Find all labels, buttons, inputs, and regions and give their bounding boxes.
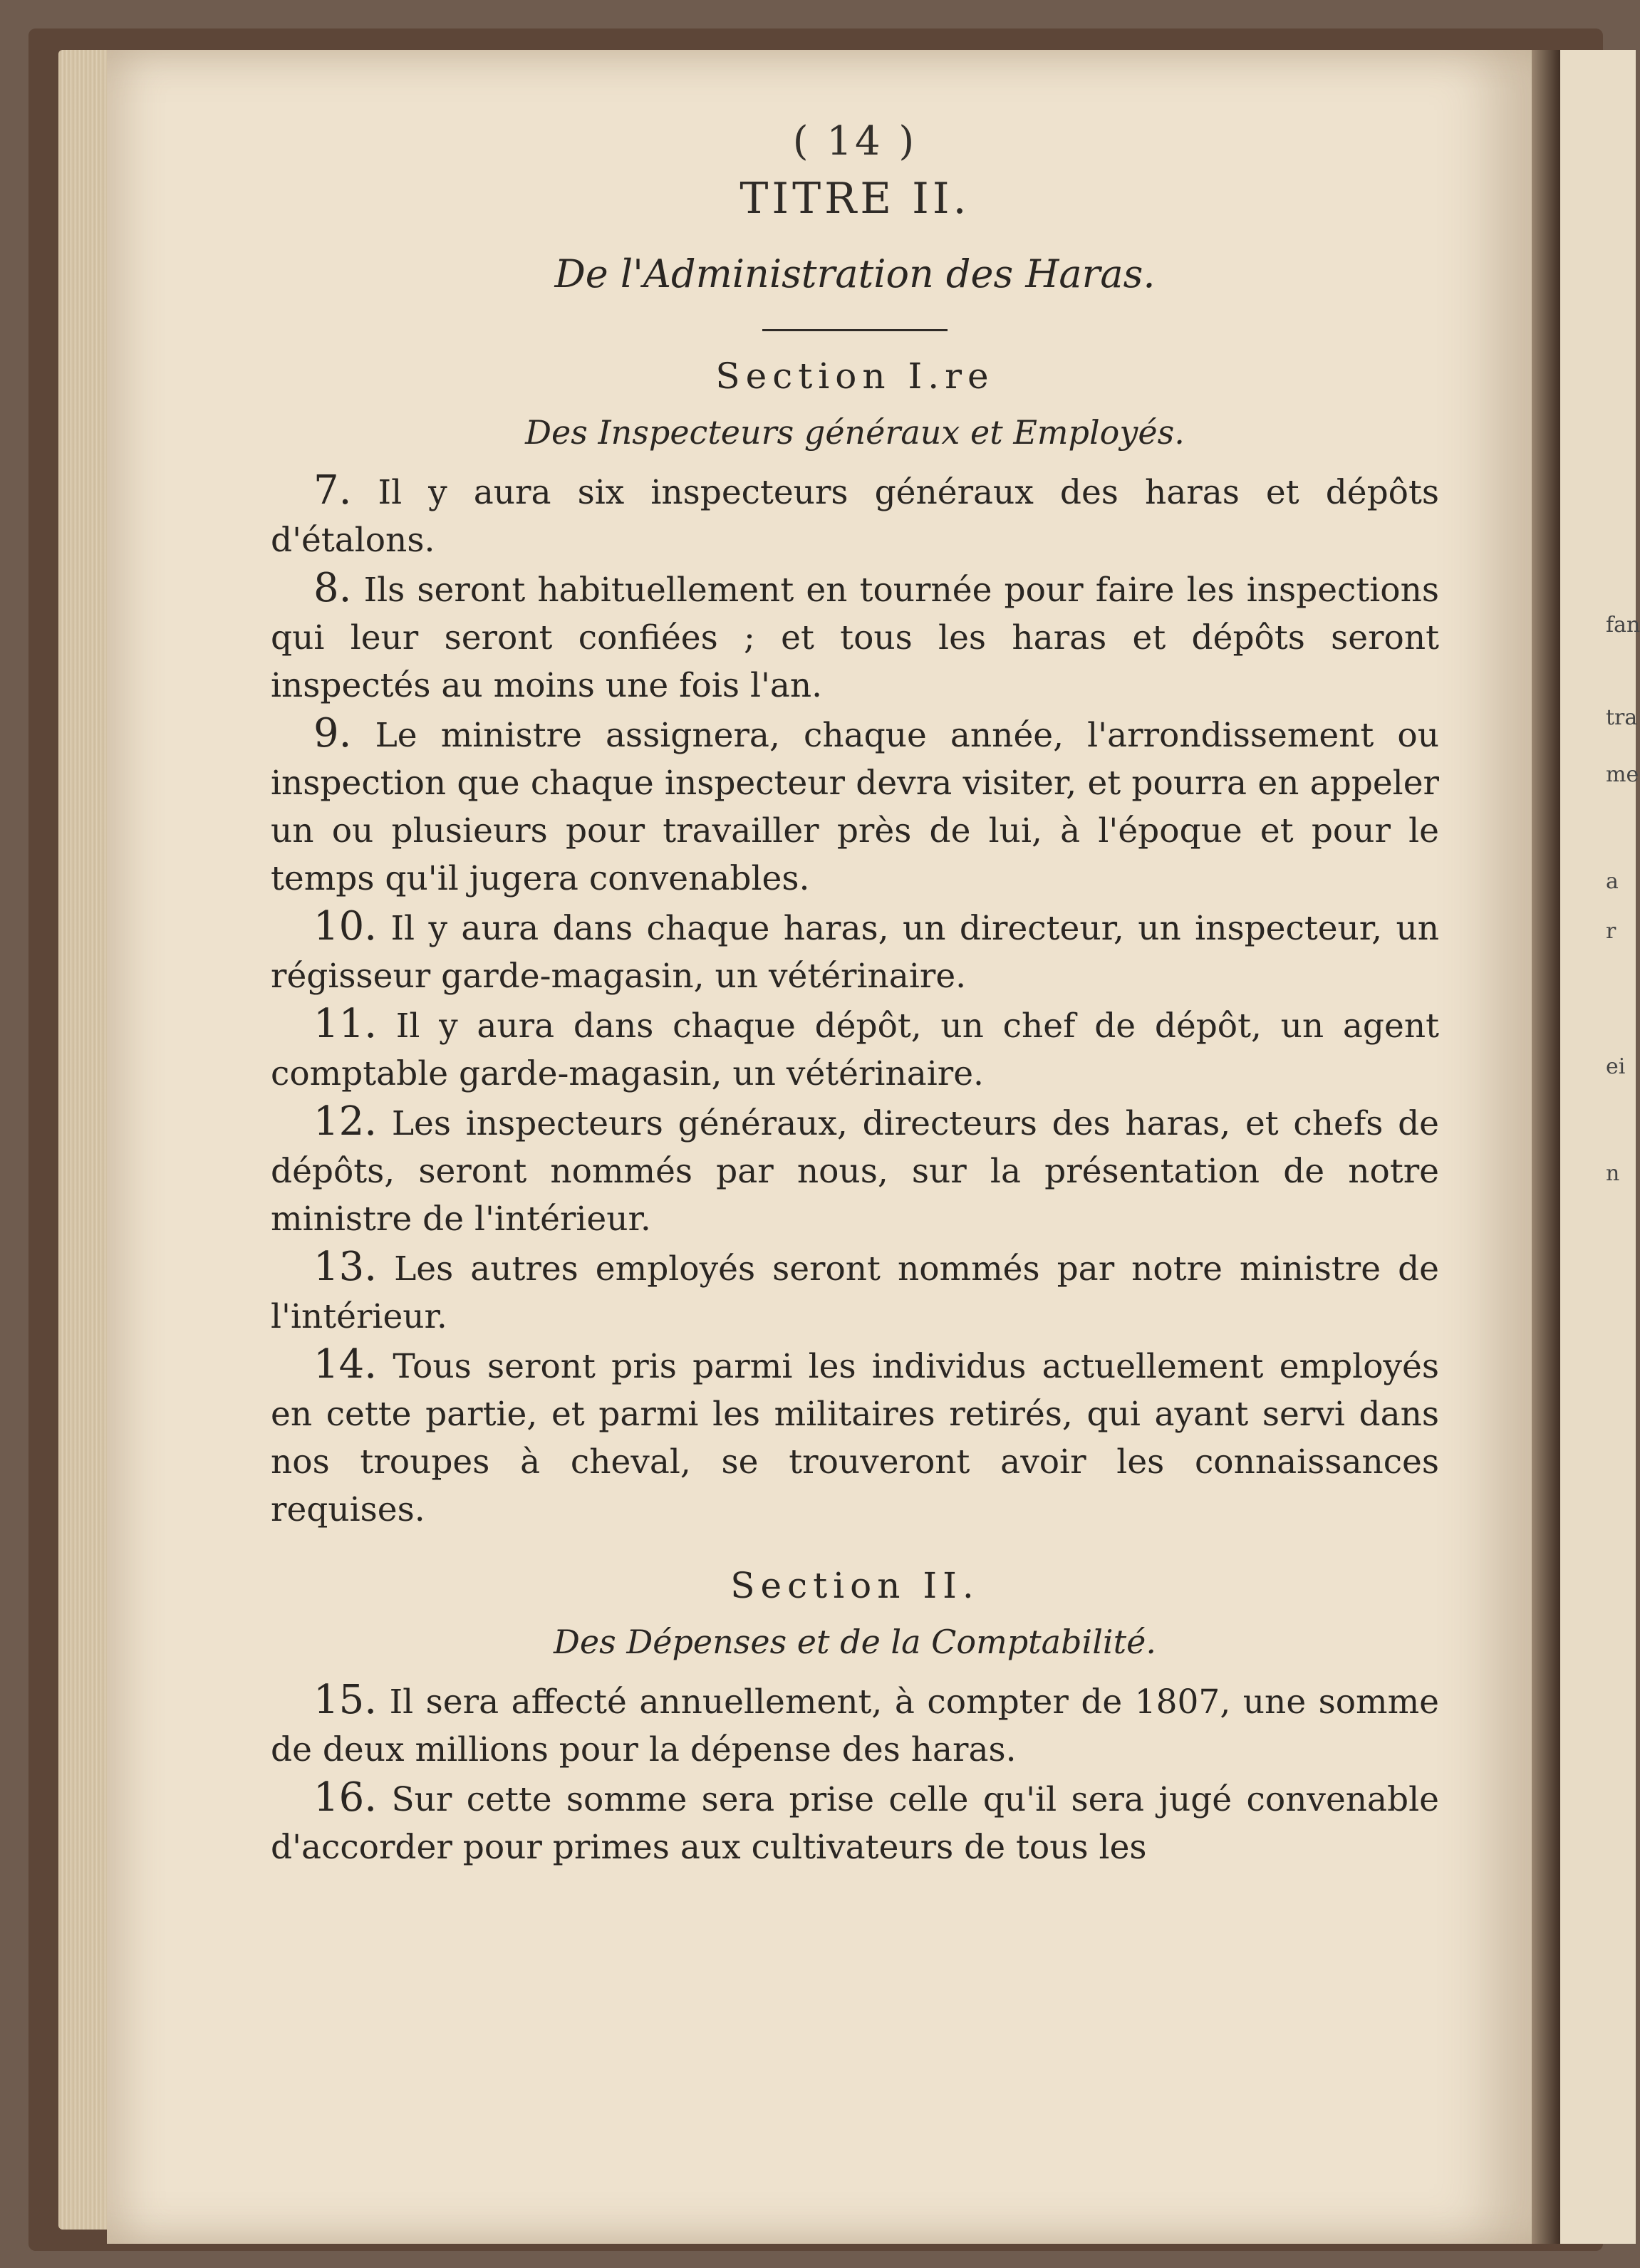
- article-number: 11.: [313, 1001, 378, 1047]
- facing-text: n: [1606, 1161, 1620, 1186]
- article-text: Les autres employés seront nommés par notre ministre de l'intérieur.: [271, 1249, 1439, 1336]
- article-text: Ils seront habituellement en tournée pour faire les inspections qui leur seront confiées ; et tous les haras et dépôts seront inspectés au moins une fois l'an.: [271, 571, 1439, 705]
- article-10: [271, 902, 1439, 1000]
- page-edges: [58, 50, 108, 2230]
- title-heading: TITRE II.: [739, 174, 970, 224]
- article-16: [271, 1774, 1439, 1871]
- book-page: [107, 50, 1532, 2244]
- facing-text: fan: [1606, 613, 1640, 638]
- article-number: 8.: [313, 565, 352, 611]
- section-1-subheading: Des Inspecteurs généraux et Employés.: [525, 413, 1185, 452]
- facing-text: r: [1606, 919, 1616, 944]
- page-number: ( 14 ): [792, 118, 918, 165]
- facing-text: a: [1606, 869, 1619, 894]
- article-text: Les inspecteurs généraux, directeurs des haras, et chefs de dépôts, seront nommés par nous, sur la présentation de notre ministre de l'intérieur.: [271, 1104, 1439, 1239]
- article-text: Sur cette somme sera prise celle qu'il sera jugé convenable d'accorder pour primes aux cultivateurs de tous les: [271, 1780, 1439, 1867]
- facing-text: ei: [1606, 1054, 1626, 1079]
- article-number: 9.: [313, 710, 352, 756]
- article-7: [271, 467, 1439, 564]
- article-text: Tous seront pris parmi les individus actuellement employés en cette partie, et parmi les militaires retirés, qui ayant servi dans nos troupes à cheval, se trouveront avoir les connaissances requises.: [271, 1347, 1439, 1529]
- article-number: 14.: [313, 1341, 378, 1388]
- article-number: 7.: [313, 467, 352, 514]
- section-1-heading: Section I.re: [715, 355, 995, 397]
- section-2-subheading: Des Dépenses et de la Comptabilité.: [554, 1623, 1156, 1661]
- article-text: Le ministre assignera, chaque année, l'arrondissement ou inspection que chaque inspecteur devra visiter, et pourra en appeler un ou plusieurs pour travailler près de lui, à l'époque et pour le temps qu'il jugera convenables.: [271, 716, 1439, 898]
- article-14: [271, 1341, 1439, 1534]
- article-number: 15.: [313, 1677, 378, 1723]
- article-number: 10.: [313, 903, 378, 950]
- article-number: 12.: [313, 1098, 378, 1145]
- section-2-heading: Section II.: [730, 1565, 980, 1606]
- article-text: Il y aura dans chaque dépôt, un chef de dépôt, un agent comptable garde-magasin, un vétérinaire.: [271, 1006, 1439, 1093]
- page-content: [271, 50, 1439, 1871]
- article-12: [271, 1098, 1439, 1243]
- book-gutter: [1532, 50, 1560, 2244]
- article-9: [271, 709, 1439, 902]
- article-number: 16.: [313, 1774, 378, 1821]
- divider-rule: [762, 329, 948, 331]
- facing-text: me: [1606, 762, 1639, 787]
- article-8: [271, 564, 1439, 709]
- facing-text: tra: [1606, 705, 1638, 730]
- article-15: [271, 1676, 1439, 1774]
- article-number: 13.: [313, 1244, 378, 1290]
- article-text: Il y aura dans chaque haras, un directeur, un inspecteur, un régisseur garde-magasin, un vétérinaire.: [271, 909, 1439, 996]
- article-text: Il y aura six inspecteurs généraux des haras et dépôts d'étalons.: [271, 473, 1439, 560]
- facing-page-fragment: [1560, 50, 1640, 2244]
- article-11: [271, 1000, 1439, 1098]
- title-subtitle: De l'Administration des Haras.: [554, 251, 1156, 296]
- article-text: Il sera affecté annuellement, à compter de 1807, une somme de deux millions pour la dépense des haras.: [271, 1682, 1439, 1769]
- article-13: [271, 1243, 1439, 1341]
